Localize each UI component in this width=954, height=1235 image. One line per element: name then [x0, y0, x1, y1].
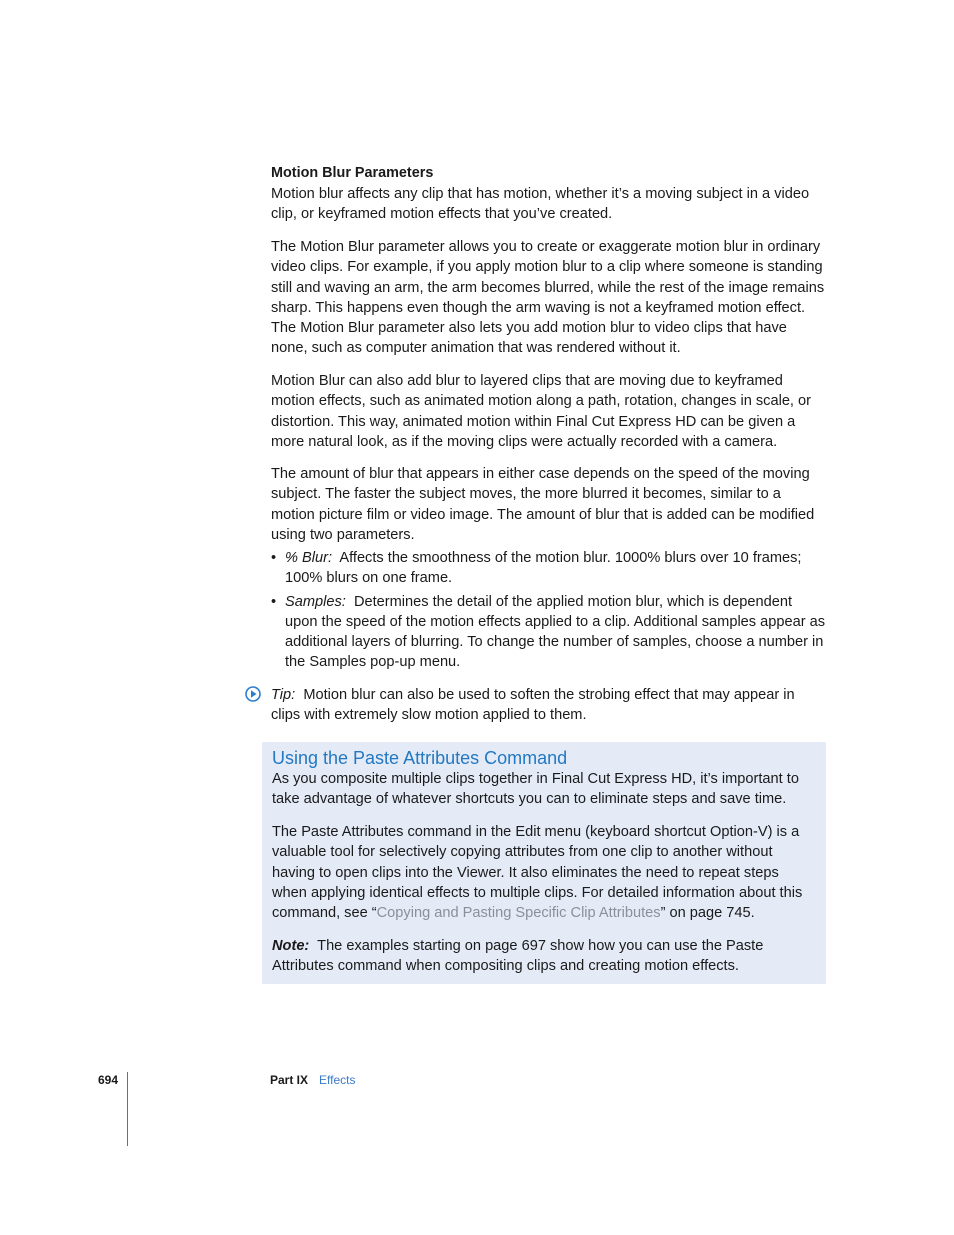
list-item-text: Affects the smoothness of the motion blur. 1000% blurs over 10 frames; 100% blurs on one frame. [285, 550, 802, 587]
tip-text: Motion blur can also be used to soften the strobing effect that may appear in clips with extremely slow motion applied to them. [271, 687, 795, 724]
cross-reference-link[interactable]: Copying and Pasting Specific Clip Attributes [376, 905, 661, 922]
page-number: 694 [98, 1073, 119, 1087]
note-label: Note: [272, 938, 310, 954]
body-paragraph: The amount of blur that appears in either case depends on the speed of the moving subject. The faster the subject moves, the more blurred it becomes, similar to a motion picture film or video image. The amount of blur that is added can be modified using two parameters. [271, 466, 815, 543]
footer-chapter: Effects [319, 1073, 356, 1087]
callout-paragraph [272, 822, 817, 923]
note-paragraph [272, 936, 817, 977]
callout-paragraph: As you composite multiple clips together in Final Cut Express HD, it’s important to take advantage of whatever shortcuts you can to eliminate steps and save time. [272, 771, 799, 808]
body-paragraph: Motion blur affects any clip that has motion, whether it’s a moving subject in a video clip, or keyframed motion effects that you’ve created. [271, 186, 810, 223]
list-item [271, 548, 827, 589]
tip-label: Tip: [271, 687, 296, 703]
parameter-list [271, 548, 827, 676]
callout-text: The Paste Attributes command in the Edit menu (keyboard shortcut Option-V) is a valuable tool for selectively copying attributes from one clip to another without having to open clips into the Viewer. It also eliminates the need to repeat steps when applying identical effects to multiple clips. For detailed information about this command, see “ [272, 824, 803, 922]
bullet-glyph: • [271, 550, 277, 566]
footer-part: Part IX [270, 1073, 309, 1087]
body-paragraph: Motion Blur can also add blur to layered clips that are moving due to keyframed motion effects, such as animated motion along a path, rotation, changes in scale, or distortion. This way, animated motion within Final Cut Express HD can be given a more natural look, as if the moving clips were actually recorded with a camera. [271, 373, 812, 450]
section-heading: Motion Blur Parameters [271, 165, 434, 181]
tip-arrow-icon [245, 686, 261, 702]
list-item-term: % Blur: [285, 550, 333, 566]
bullet-glyph: • [271, 593, 277, 610]
body-paragraph: The Motion Blur parameter allows you to create or exaggerate motion blur in ordinary video clips. For example, if you apply motion blur to a clip where someone is standing still and waving an arm, the arm becomes blurred, while the rest of the image remains sharp. This happens even though the arm waving is not a keyframed motion effect. The Motion Blur parameter also lets you add motion blur to video clips that have none, such as computer animation that was rendered without it. [271, 239, 825, 357]
list-item-term: Samples: [285, 593, 346, 610]
tip-paragraph [271, 685, 827, 726]
callout-text: ” on page 745. [660, 905, 755, 922]
callout-title: Using the Paste Attributes Command [272, 748, 568, 768]
note-text: The examples starting on page 697 show how you can use the Paste Attributes command when compositing clips and creating motion effects. [272, 938, 764, 975]
footer-divider [127, 1072, 128, 1146]
list-item-text: Determines the detail of the applied motion blur, which is dependent upon the speed of the motion effects applied to a clip. Additional samples appear as additional layers of blurring. To change the number of samples, choose a number in the Samples pop-up menu. [285, 593, 826, 671]
list-item [271, 592, 827, 673]
callout-box [262, 742, 826, 984]
